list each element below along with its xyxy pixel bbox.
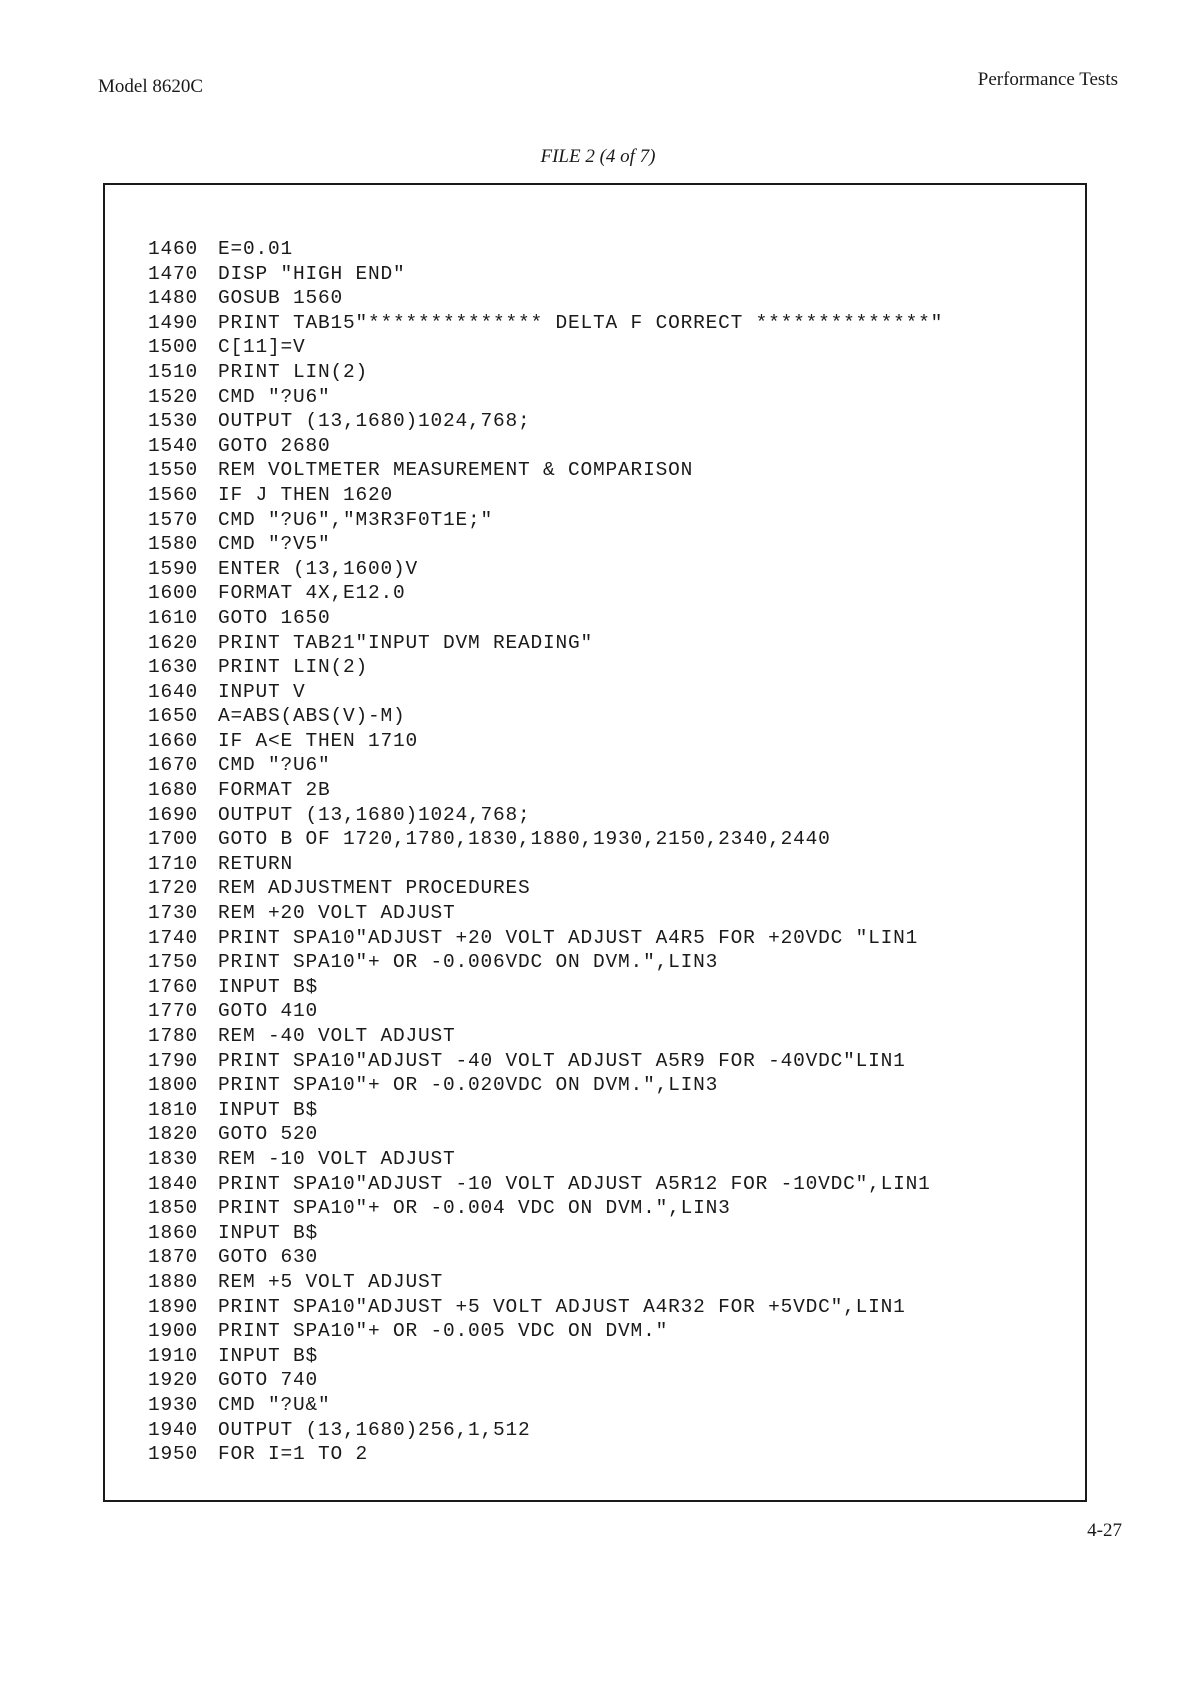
line-number: 1470 xyxy=(148,262,199,285)
line-code: E=0.01 xyxy=(218,238,294,260)
line-code: REM ADJUSTMENT PROCEDURES xyxy=(218,877,531,900)
line-code: GOTO B OF 1720,1780,1830,1880,1930,2150,2340,2440 xyxy=(218,828,831,851)
listing-line xyxy=(148,729,943,754)
line-number: 1530 xyxy=(148,410,199,433)
line-number: 1580 xyxy=(148,533,199,556)
file-title: FILE 2 (4 of 7) xyxy=(540,146,656,167)
line-code: FORMAT 4X,E12.0 xyxy=(218,582,406,605)
line-number: 1860 xyxy=(148,1221,199,1244)
listing-line xyxy=(148,1221,943,1246)
line-code: INPUT V xyxy=(218,680,306,703)
line-code: C[11]=V xyxy=(218,336,306,359)
line-code: GOSUB 1560 xyxy=(218,287,344,310)
listing-line xyxy=(148,753,943,778)
line-number: 1590 xyxy=(148,557,199,580)
line-number: 1790 xyxy=(148,1049,199,1072)
listing-line xyxy=(148,385,943,410)
line-number: 1930 xyxy=(148,1393,199,1416)
listing-line xyxy=(148,458,943,483)
line-number: 1690 xyxy=(148,803,199,826)
page-number: 4-27 xyxy=(1087,1520,1122,1541)
listing-line xyxy=(148,286,943,311)
line-number: 1460 xyxy=(148,238,199,260)
line-code: FOR I=1 TO 2 xyxy=(218,1443,369,1466)
line-code: GOTO 520 xyxy=(218,1123,319,1146)
line-number: 1890 xyxy=(148,1295,199,1318)
listing-line xyxy=(148,1147,943,1172)
listing-line xyxy=(148,1418,943,1443)
line-number: 1760 xyxy=(148,975,199,998)
line-code: CMD "?U6" xyxy=(218,754,331,777)
line-code: FORMAT 2B xyxy=(218,779,331,802)
line-code: CMD "?U6","M3R3F0T1E;" xyxy=(218,508,494,531)
line-code: PRINT LIN(2) xyxy=(218,360,369,383)
line-number: 1700 xyxy=(148,828,199,851)
line-number: 1500 xyxy=(148,336,199,359)
line-number: 1950 xyxy=(148,1443,199,1466)
line-number: 1660 xyxy=(148,729,199,752)
line-number: 1540 xyxy=(148,434,199,457)
line-number: 1840 xyxy=(148,1172,199,1195)
listing-line xyxy=(148,999,943,1024)
line-code: PRINT SPA10"ADJUST -40 VOLT ADJUST A5R9 FOR -40VDC"LIN1 xyxy=(218,1049,906,1072)
listing-line xyxy=(148,778,943,803)
line-number: 1560 xyxy=(148,483,199,506)
listing-line xyxy=(148,827,943,852)
line-code: REM -10 VOLT ADJUST xyxy=(218,1147,456,1170)
line-number: 1620 xyxy=(148,631,199,654)
listing-line xyxy=(148,483,943,508)
listing-line xyxy=(148,1319,943,1344)
line-number: 1680 xyxy=(148,779,199,802)
line-code: GOTO 2680 xyxy=(218,434,331,457)
header-model: Model 8620C xyxy=(98,76,204,97)
line-number: 1670 xyxy=(148,754,199,777)
line-number: 1720 xyxy=(148,877,199,900)
listing-line xyxy=(148,434,943,459)
line-code: INPUT B$ xyxy=(218,1098,319,1121)
listing-line xyxy=(148,876,943,901)
listing-line xyxy=(148,335,943,360)
line-number: 1850 xyxy=(148,1197,199,1220)
line-code: INPUT B$ xyxy=(218,1344,319,1367)
listing-line xyxy=(148,1344,943,1369)
line-code: GOTO 630 xyxy=(218,1246,319,1269)
line-number: 1940 xyxy=(148,1418,199,1441)
line-number: 1920 xyxy=(148,1369,199,1392)
line-number: 1640 xyxy=(148,680,199,703)
listing-line xyxy=(148,532,943,557)
listing-line xyxy=(148,901,943,926)
listing-line xyxy=(148,852,943,877)
listing-line xyxy=(148,950,943,975)
listing-line xyxy=(148,262,943,287)
listing-line xyxy=(148,1196,943,1221)
line-code: GOTO 1650 xyxy=(218,606,331,629)
line-code: PRINT SPA10"+ OR -0.004 VDC ON DVM.",LIN3 xyxy=(218,1197,731,1220)
listing-line xyxy=(148,1295,943,1320)
line-code: PRINT SPA10"ADJUST +20 VOLT ADJUST A4R5 FOR +20VDC "LIN1 xyxy=(218,926,919,949)
line-number: 1770 xyxy=(148,1000,199,1023)
line-number: 1610 xyxy=(148,606,199,629)
line-number: 1550 xyxy=(148,459,199,482)
line-code: ENTER (13,1600)V xyxy=(218,557,419,580)
line-number: 1780 xyxy=(148,1025,199,1047)
line-number: 1630 xyxy=(148,656,199,679)
program-listing xyxy=(148,237,943,1467)
listing-line xyxy=(148,704,943,729)
listing-line xyxy=(148,237,943,262)
line-code: IF J THEN 1620 xyxy=(218,483,394,506)
listing-line xyxy=(148,803,943,828)
listing-line xyxy=(148,926,943,951)
line-code: PRINT TAB15"************** DELTA F CORRECT **************" xyxy=(218,311,944,334)
line-code: REM +20 VOLT ADJUST xyxy=(218,902,456,925)
line-code: PRINT LIN(2) xyxy=(218,656,369,679)
line-number: 1810 xyxy=(148,1098,199,1121)
listing-line xyxy=(148,508,943,533)
line-code: CMD "?U6" xyxy=(218,385,331,408)
line-number: 1880 xyxy=(148,1270,199,1293)
line-code: RETURN xyxy=(218,852,294,875)
line-code: REM -40 VOLT ADJUST xyxy=(218,1025,456,1047)
line-code: A=ABS(ABS(V)-M) xyxy=(218,705,406,728)
header-section-title: Performance Tests xyxy=(977,69,1118,90)
listing-line xyxy=(148,409,943,434)
line-number: 1650 xyxy=(148,705,199,728)
listing-line xyxy=(148,1393,943,1418)
line-code: DISP "HIGH END" xyxy=(218,262,406,285)
listing-line xyxy=(148,655,943,680)
listing-line xyxy=(148,360,943,385)
line-code: OUTPUT (13,1680)256,1,512 xyxy=(218,1418,531,1441)
line-code: PRINT SPA10"ADJUST -10 VOLT ADJUST A5R12 FOR -10VDC",LIN1 xyxy=(218,1172,931,1195)
listing-line xyxy=(148,1368,943,1393)
program-listing-box xyxy=(103,183,1087,1502)
line-code: REM VOLTMETER MEASUREMENT & COMPARISON xyxy=(218,459,694,482)
line-code: PRINT TAB21"INPUT DVM READING" xyxy=(218,631,594,654)
listing-line xyxy=(148,1245,943,1270)
line-number: 1710 xyxy=(148,852,199,875)
line-code: PRINT SPA10"+ OR -0.005 VDC ON DVM." xyxy=(218,1320,669,1343)
line-number: 1570 xyxy=(148,508,199,531)
line-number: 1520 xyxy=(148,385,199,408)
line-code: CMD "?U&" xyxy=(218,1393,331,1416)
line-number: 1870 xyxy=(148,1246,199,1269)
line-code: PRINT SPA10"ADJUST +5 VOLT ADJUST A4R32 FOR +5VDC",LIN1 xyxy=(218,1295,906,1318)
line-code: REM +5 VOLT ADJUST xyxy=(218,1270,444,1293)
line-code: PRINT SPA10"+ OR -0.020VDC ON DVM.",LIN3 xyxy=(218,1074,719,1097)
line-number: 1900 xyxy=(148,1320,199,1343)
listing-line xyxy=(148,1270,943,1295)
line-number: 1510 xyxy=(148,360,199,383)
line-code: INPUT B$ xyxy=(218,1221,319,1244)
line-code: IF A<E THEN 1710 xyxy=(218,729,419,752)
listing-line xyxy=(148,1172,943,1197)
listing-line xyxy=(148,606,943,631)
listing-line xyxy=(148,1122,943,1147)
listing-line xyxy=(148,1098,943,1123)
line-code: OUTPUT (13,1680)1024,768; xyxy=(218,803,531,826)
line-number: 1830 xyxy=(148,1147,199,1170)
line-code: INPUT B$ xyxy=(218,975,319,998)
line-number: 1750 xyxy=(148,951,199,974)
listing-line xyxy=(148,1024,943,1049)
line-code: PRINT SPA10"+ OR -0.006VDC ON DVM.",LIN3 xyxy=(218,951,719,974)
listing-line xyxy=(148,680,943,705)
line-code: CMD "?V5" xyxy=(218,533,331,556)
line-number: 1800 xyxy=(148,1074,199,1097)
listing-line xyxy=(148,557,943,582)
listing-line xyxy=(148,311,943,336)
listing-line xyxy=(148,975,943,1000)
listing-line xyxy=(148,631,943,656)
listing-line xyxy=(148,1442,943,1467)
line-number: 1490 xyxy=(148,311,199,334)
listing-line xyxy=(148,581,943,606)
line-number: 1600 xyxy=(148,582,199,605)
line-code: OUTPUT (13,1680)1024,768; xyxy=(218,410,531,433)
line-code: GOTO 410 xyxy=(218,1000,319,1023)
listing-line xyxy=(148,1049,943,1074)
line-number: 1820 xyxy=(148,1123,199,1146)
line-code: GOTO 740 xyxy=(218,1369,319,1392)
line-number: 1730 xyxy=(148,902,199,925)
line-number: 1480 xyxy=(148,287,199,310)
listing-line xyxy=(148,1073,943,1098)
line-number: 1910 xyxy=(148,1344,199,1367)
line-number: 1740 xyxy=(148,926,199,949)
